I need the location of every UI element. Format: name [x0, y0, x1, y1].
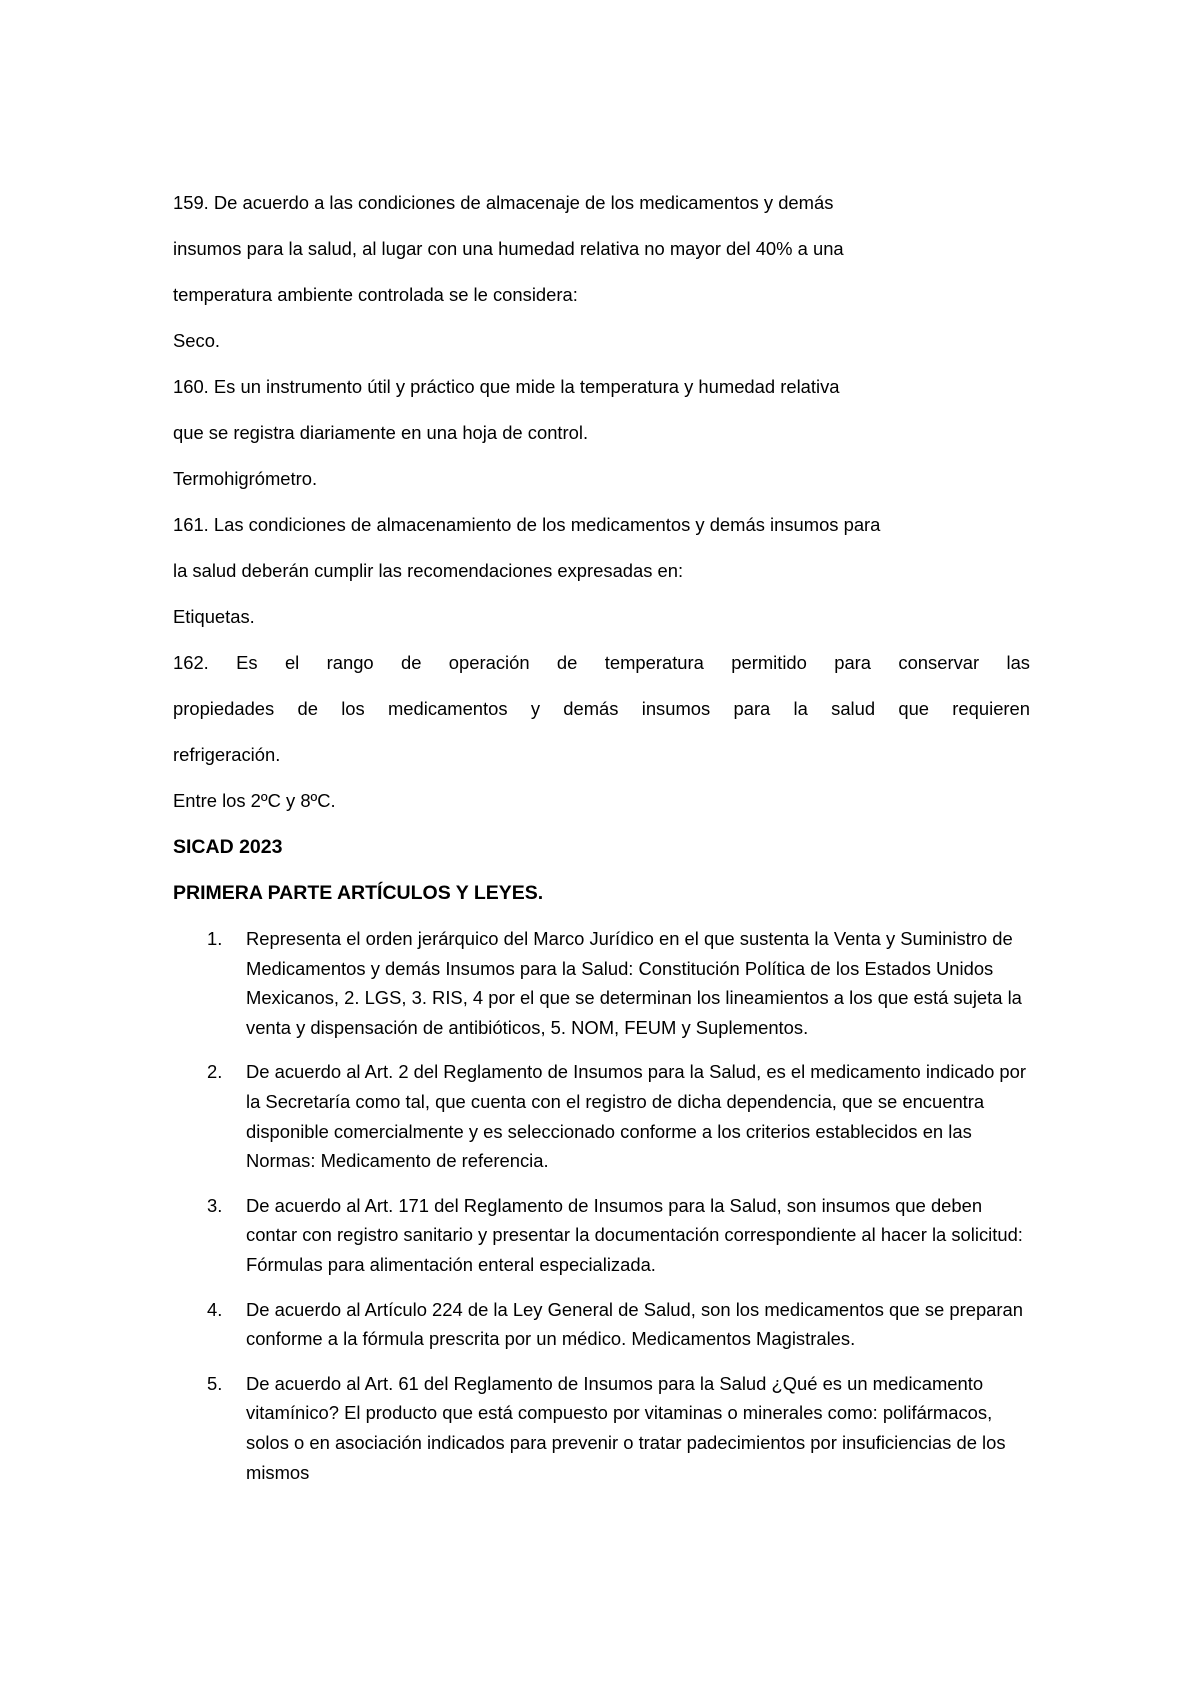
- question-text-line: 161. Las condiciones de almacenamiento de los medicamentos y demás insumos para: [173, 514, 881, 535]
- list-item-text: De acuerdo al Artículo 224 de la Ley General de Salud, son los medicamentos que se preparan conforme a la fórmula prescrita por un médico. Medicamentos Magistrales.: [246, 1298, 1023, 1350]
- section-heading-primera-parte: PRIMERA PARTE ARTÍCULOS Y LEYES.: [173, 882, 544, 904]
- list-item-text: De acuerdo al Art. 2 del Reglamento de Insumos para la Salud, es el medicamento indicado por la Secretaría como tal, que cuenta con el registro de dicha dependencia, que se encuentra disponible comercialmente y es seleccionado conforme a los criterios establecidos en las Normas: Medicamento de referencia.: [246, 1061, 1027, 1172]
- question-answer: Entre los 2ºC y 8ºC.: [173, 790, 336, 811]
- question-161: [173, 510, 1030, 648]
- document-body: [173, 188, 1030, 1502]
- list-item: [173, 1191, 1030, 1280]
- question-answer: Termohigrómetro.: [173, 468, 318, 489]
- list-item: [173, 1295, 1030, 1354]
- question-162: [173, 648, 1030, 832]
- question-text-line: que se registra diariamente en una hoja de control.: [173, 422, 589, 443]
- question-text-line: refrigeración.: [173, 744, 281, 765]
- question-answer: Etiquetas.: [173, 606, 255, 627]
- list-item-number: 1.: [207, 928, 223, 949]
- list-item-number: 4.: [207, 1298, 223, 1320]
- question-text-line: la salud deberán cumplir las recomendaciones expresadas en:: [173, 560, 684, 581]
- list-item-text: De acuerdo al Art. 61 del Reglamento de Insumos para la Salud ¿Qué es un medicamento vitamínico? El producto que está compuesto por vitaminas o minerales como: polifármacos, solos o en asociación indicados para prevenir o tratar padecimientos por insuficiencias de los mismos: [246, 1372, 1006, 1483]
- question-answer: Seco.: [173, 330, 221, 351]
- numbered-question-list: [173, 924, 1030, 1487]
- question-text-line: propiedades de los medicamentos y demás insumos para la salud que requieren: [173, 698, 1030, 719]
- section-heading-sicad: SICAD 2023: [173, 836, 283, 858]
- list-item-number: 3.: [207, 1194, 223, 1216]
- list-item: [173, 1057, 1030, 1175]
- question-text-line: 159. De acuerdo a las condiciones de almacenaje de los medicamentos y demás: [173, 192, 834, 213]
- question-159: [173, 188, 1030, 372]
- list-item-number: 5.: [207, 1372, 223, 1394]
- question-text-line: 160. Es un instrumento útil y práctico que mide la temperatura y humedad relativa: [173, 376, 840, 397]
- list-item-text: De acuerdo al Art. 171 del Reglamento de Insumos para la Salud, son insumos que deben contar con registro sanitario y presentar la documentación correspondiente al hacer la solicitud: Fórmulas para alimentación enteral especializada.: [246, 1194, 1023, 1275]
- list-item: [173, 924, 1030, 1042]
- question-text-line: temperatura ambiente controlada se le considera:: [173, 284, 578, 305]
- list-item-text: Representa el orden jerárquico del Marco Jurídico en el que sustenta la Venta y Suministro de Medicamentos y demás Insumos para la Salud: Constitución Política de los Estados Unidos Mexicanos, 2. LGS, 3. RIS, 4 por el que se determinan los lineamientos a los que está sujeta la venta y dispensación de antibióticos, 5. NOM, FEUM y Suplementos.: [246, 928, 1022, 1038]
- list-item-number: 2.: [207, 1061, 223, 1083]
- list-item: [173, 1369, 1030, 1487]
- question-text-line: insumos para la salud, al lugar con una humedad relativa no mayor del 40% a una: [173, 238, 844, 259]
- question-160: [173, 372, 1030, 510]
- question-text-line: 162. Es el rango de operación de temperatura permitido para conservar las: [173, 652, 1030, 673]
